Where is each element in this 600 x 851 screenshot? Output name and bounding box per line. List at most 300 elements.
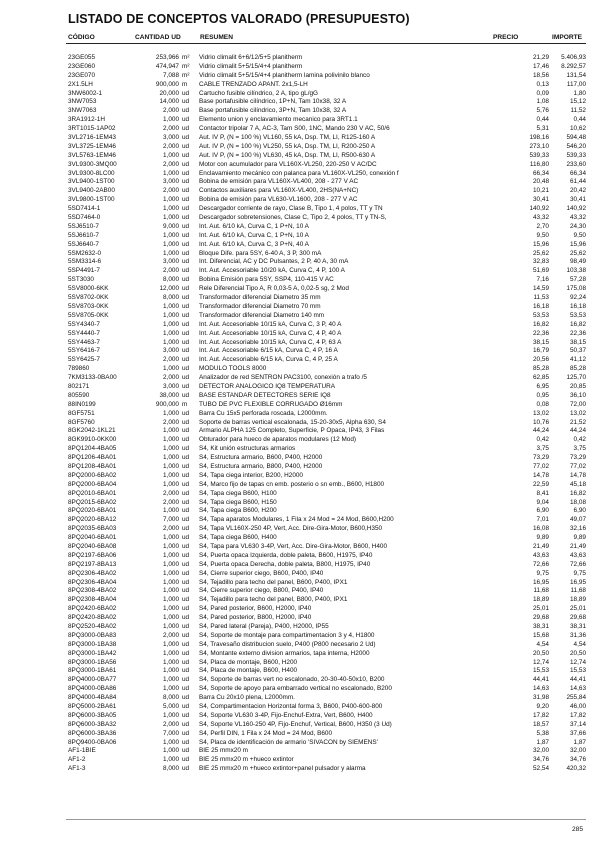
item-description: S4, Placa de montaje, B600, H200 xyxy=(199,658,298,666)
item-quantity: 1,000 xyxy=(163,738,179,746)
item-unit: ud xyxy=(182,427,190,435)
item-price: 20,50 xyxy=(533,649,549,657)
item-code: 5SY4340-7 xyxy=(68,320,100,328)
item-price: 1,08 xyxy=(536,98,549,106)
table-row xyxy=(66,285,586,294)
item-price: 73,29 xyxy=(533,454,549,462)
item-price: 10,21 xyxy=(533,187,549,195)
table-row xyxy=(66,650,586,659)
item-code: 5SV8702-0KK xyxy=(68,294,109,302)
item-price: 32,00 xyxy=(533,747,549,755)
item-import: 546,20 xyxy=(566,142,586,150)
item-unit: ud xyxy=(182,116,190,124)
item-quantity: 1,000 xyxy=(163,623,179,630)
item-code: 8PQ3000-1BA56 xyxy=(68,658,117,666)
item-price: 7,16 xyxy=(536,276,549,284)
item-description: Base portafusible cilíndrico, 3P+N, Tam 10x38, 32 A xyxy=(199,107,347,115)
item-code: 5SJ6640-7 xyxy=(68,240,99,248)
item-quantity: 1,000 xyxy=(163,462,179,470)
item-price: 6,95 xyxy=(536,382,549,390)
item-unit: ud xyxy=(182,382,190,390)
item-price: 22,59 xyxy=(533,480,549,488)
table-row xyxy=(66,676,586,685)
item-code: 8PQ6000-3BA32 xyxy=(68,720,117,728)
item-code: 5SY6416-7 xyxy=(68,347,100,355)
item-unit: ud xyxy=(182,587,190,595)
item-code: 8PQ2197-6BA06 xyxy=(68,551,117,559)
item-price: 16,18 xyxy=(533,302,549,310)
item-description: BASE ESTANDAR DETECTORES SERIE IQ8 xyxy=(199,391,331,399)
item-import: 22,36 xyxy=(570,329,586,337)
item-code: 8PQ4000-4BA84 xyxy=(68,694,117,702)
item-quantity: 1,000 xyxy=(163,747,179,755)
table-row xyxy=(66,303,586,312)
item-price: 17,46 xyxy=(533,62,549,70)
item-price: 16,08 xyxy=(533,525,549,533)
item-import: 14,63 xyxy=(570,685,586,693)
table-row xyxy=(66,267,586,276)
item-import: 85,28 xyxy=(570,365,586,373)
item-import: 53,53 xyxy=(570,311,586,319)
item-quantity: 1,000 xyxy=(163,658,179,666)
item-price: 16,82 xyxy=(533,320,549,328)
table-row xyxy=(66,161,586,170)
item-unit: ud xyxy=(182,160,190,168)
item-import: 9,50 xyxy=(573,231,586,239)
item-quantity: 1,000 xyxy=(163,560,179,568)
item-import: 29,68 xyxy=(570,614,586,622)
item-description: Int. Aut. Accesoriable 10/15 kA, Curva C, 3 P, 40 A xyxy=(199,320,342,328)
item-description: Rele Diferencial Tipo A, R 0,03-5 A, 0,02-5 sg, 2 Mod xyxy=(199,285,349,293)
item-code: 8PQ1208-4BA01 xyxy=(68,462,117,470)
item-quantity: 1,000 xyxy=(163,320,179,328)
item-price: 13,02 xyxy=(533,409,549,417)
item-price: 44,24 xyxy=(533,427,549,435)
item-price: 539,33 xyxy=(529,151,549,159)
item-unit: ud xyxy=(182,738,190,746)
table-row xyxy=(66,152,586,161)
item-code: 789860 xyxy=(68,365,90,373)
item-code: 5SV8705-0KK xyxy=(68,311,109,319)
table-row xyxy=(66,632,586,641)
item-import: 420,32 xyxy=(566,765,586,773)
table-row xyxy=(66,667,586,676)
item-code: 8PQ2020-6BA12 xyxy=(68,516,117,524)
item-quantity: 8,000 xyxy=(163,276,179,284)
item-import: 20,42 xyxy=(570,187,586,195)
table-row xyxy=(66,623,586,632)
item-code: 8PQ3000-0BA83 xyxy=(68,631,117,639)
item-description: S4, Perfil DIN, 1 Fila x 24 Mod = 24 Mod, B600 xyxy=(199,729,333,737)
item-description: Int. Aut. Accesoriable 6/15 kA, Curva C, 4 P, 16 A xyxy=(199,347,338,355)
item-description: S4, Pared posterior, B600, H2000, IP40 xyxy=(199,605,312,613)
item-unit: ud xyxy=(182,338,190,346)
table-row xyxy=(66,472,586,481)
item-import: 57,28 xyxy=(570,276,586,284)
item-code: 5SJ6510-7 xyxy=(68,222,99,230)
item-price: 18,56 xyxy=(533,71,549,79)
table-row xyxy=(66,596,586,605)
item-quantity: 1,000 xyxy=(163,116,179,124)
item-unit: ud xyxy=(182,560,190,568)
item-import: 37,66 xyxy=(570,729,586,737)
item-unit: ud xyxy=(182,285,190,293)
item-quantity: 3,000 xyxy=(163,178,179,186)
item-code: 5SM3314-6 xyxy=(68,258,102,266)
table-row xyxy=(66,294,586,303)
item-unit: ud xyxy=(182,107,190,115)
table-row xyxy=(66,276,586,285)
item-unit: ud xyxy=(182,498,190,506)
item-code: 8PQ2000-6BA02 xyxy=(68,471,117,479)
item-import: 0,44 xyxy=(573,116,586,124)
table-row xyxy=(66,374,586,383)
item-unit: ud xyxy=(182,142,190,150)
table-row xyxy=(66,214,586,223)
item-price: 14,78 xyxy=(533,471,549,479)
item-unit: ud xyxy=(182,694,190,702)
item-description: S4, Puerta opaca Derecha, doble paleta, B800, H1975, IP40 xyxy=(199,560,371,568)
item-code: 7KM3133-0BA00 xyxy=(68,374,117,382)
item-unit: ud xyxy=(182,134,190,142)
item-unit: ud xyxy=(182,391,190,399)
item-code: 3VL9400-1ST00 xyxy=(68,178,115,186)
item-unit: ud xyxy=(182,89,190,97)
item-description: S4, Soporte VL160-250 4P, Fijo-Enchuf, Vertical, B600, H350 (3 Ud) xyxy=(199,720,392,728)
item-unit: ud xyxy=(182,302,190,310)
item-import: 72,00 xyxy=(570,400,586,408)
item-code: 805590 xyxy=(68,391,90,399)
item-import: 41,12 xyxy=(570,356,586,364)
item-code: AF1-3 xyxy=(68,765,86,773)
item-price: 198,16 xyxy=(529,134,549,142)
item-price: 16,79 xyxy=(533,347,549,355)
item-description: Int. Aut. 6/10 kA, Curva C, 1 P+N, 10 A xyxy=(199,222,309,230)
item-price: 0,95 xyxy=(536,391,549,399)
item-unit: ud xyxy=(182,534,190,542)
table-row xyxy=(66,499,586,508)
table-row xyxy=(66,481,586,490)
item-code: 8PQ2420-6BA02 xyxy=(68,605,117,613)
item-description: Int. Aut. 6/10 kA, Curva C, 3 P+N, 40 A xyxy=(199,240,309,248)
item-unit: ud xyxy=(182,231,190,239)
item-import: 31,36 xyxy=(570,631,586,639)
item-code: 23GE055 xyxy=(68,54,96,61)
item-code: AF1-1BIE xyxy=(68,747,96,755)
item-code: 8GK2042-1KL21 xyxy=(68,427,116,435)
item-quantity: 2,000 xyxy=(163,418,179,426)
item-price: 62,85 xyxy=(533,374,549,382)
item-description: DETECTOR ANALOGICO IQ8 TEMPERATURA xyxy=(199,382,336,390)
item-code: 8PQ5000-2BA61 xyxy=(68,703,117,711)
item-unit: ud xyxy=(182,569,190,577)
item-import: 131,54 xyxy=(566,71,586,79)
item-price: 8,41 xyxy=(536,489,549,497)
item-unit: ud xyxy=(182,214,190,222)
item-unit: ud xyxy=(182,578,190,586)
item-import: 72,66 xyxy=(570,560,586,568)
item-description: S4, Soporte de barras vert no escalonado, 20-30-40-50x10, B200 xyxy=(199,676,385,684)
table-row xyxy=(66,463,586,472)
item-description: Vidrio climalit 5+5/15/4+4 planitherm xyxy=(199,62,303,70)
item-unit: ud xyxy=(182,98,190,106)
item-description: S4, Placa de montaje, B600, H400 xyxy=(199,667,298,675)
item-unit: ud xyxy=(182,222,190,230)
item-import: 38,31 xyxy=(570,623,586,630)
item-price: 18,57 xyxy=(533,720,549,728)
item-price: 16,95 xyxy=(533,578,549,586)
item-code: 8PQ2306-4BA04 xyxy=(68,578,117,586)
item-code: 2X1.5LH xyxy=(68,80,93,88)
item-price: 15,68 xyxy=(533,631,549,639)
table-row xyxy=(66,116,586,125)
item-unit: ud xyxy=(182,311,190,319)
item-price: 20,56 xyxy=(533,356,549,364)
item-unit: ud xyxy=(182,711,190,719)
item-quantity: 2,000 xyxy=(163,356,179,364)
item-price: 77,02 xyxy=(533,462,549,470)
item-description: Bloque Dife. para 5SY, 6-40 A, 3 P, 300 mA xyxy=(199,249,322,257)
table-row xyxy=(66,490,586,499)
item-description: S4, Tapa VL160X-250 4P, Vert, Acc. Dire-Gira-Motor, B600,H350 xyxy=(199,525,383,533)
item-quantity: 1,000 xyxy=(163,365,179,373)
item-description: BIE 25 mmx20 m xyxy=(199,747,249,755)
item-price: 44,41 xyxy=(533,676,549,684)
item-price: 9,04 xyxy=(536,498,549,506)
item-import: 44,41 xyxy=(570,676,586,684)
item-price: 21,49 xyxy=(533,542,549,550)
item-code: 3NW7053 xyxy=(68,98,97,106)
item-price: 18,89 xyxy=(533,596,549,604)
item-description: S4, Kit unión estructuras armarios xyxy=(199,445,296,453)
item-quantity: 1,000 xyxy=(163,756,179,764)
item-code: 8PQ6000-3BA36 xyxy=(68,729,117,737)
table-row xyxy=(66,187,586,196)
item-description: S4, Tejadillo para techo del panel, B800, P400, IPX1 xyxy=(199,596,348,604)
item-unit: m xyxy=(182,400,188,408)
item-price: 273,10 xyxy=(529,142,549,150)
item-unit: ud xyxy=(182,445,190,453)
item-unit: ud xyxy=(182,605,190,613)
item-unit: ud xyxy=(182,640,190,648)
item-quantity: 5,000 xyxy=(163,703,179,711)
item-price: 31,98 xyxy=(533,694,549,702)
item-unit: m xyxy=(182,80,188,88)
item-import: 4,54 xyxy=(573,640,586,648)
item-quantity: 7,088 xyxy=(163,71,179,79)
item-quantity: 2,000 xyxy=(163,107,179,115)
item-unit: ud xyxy=(182,747,190,755)
item-import: 30,41 xyxy=(570,196,586,204)
item-import: 13,02 xyxy=(570,409,586,417)
item-import: 16,82 xyxy=(570,320,586,328)
item-code: 802171 xyxy=(68,382,90,390)
item-quantity: 1,000 xyxy=(163,569,179,577)
item-code: 8PQ6000-3BA05 xyxy=(68,711,117,719)
table-row xyxy=(66,205,586,214)
item-quantity: 2,000 xyxy=(163,374,179,382)
item-unit: m² xyxy=(182,62,190,70)
item-description: Int. Diferencial, AC y DC Pulsantes, 2 P, 40 A, 30 mA xyxy=(199,258,349,266)
item-price: 7,01 xyxy=(536,516,549,524)
item-quantity: 7,000 xyxy=(163,516,179,524)
item-code: 8PQ2020-6BA01 xyxy=(68,507,117,515)
item-code: 5ST3030 xyxy=(68,276,94,284)
concept-list xyxy=(66,54,586,774)
item-price: 22,36 xyxy=(533,329,549,337)
item-price: 17,82 xyxy=(533,711,549,719)
table-row xyxy=(66,383,586,392)
item-import: 73,29 xyxy=(570,454,586,462)
item-code: 5SY4440-7 xyxy=(68,329,100,337)
item-unit: ud xyxy=(182,356,190,364)
item-price: 116,80 xyxy=(529,160,549,168)
item-code: 8PQ2010-6BA01 xyxy=(68,489,117,497)
item-code: 8PQ1204-4BA05 xyxy=(68,445,117,453)
table-row xyxy=(66,107,586,116)
item-price: 5,31 xyxy=(536,125,549,133)
item-quantity: 1,000 xyxy=(163,480,179,488)
item-description: S4, Cierre superior ciego, B800, P400, IP40 xyxy=(199,587,324,595)
item-unit: ud xyxy=(182,658,190,666)
item-unit: ud xyxy=(182,471,190,479)
table-row xyxy=(66,587,586,596)
item-unit: ud xyxy=(182,614,190,622)
item-unit: ud xyxy=(182,720,190,728)
item-description: S4, Tapa aparatos Modulares, 1 Fila x 24 Mod = 24 Mod, B600,H200 xyxy=(199,516,394,524)
item-description: CABLE TRENZADO APANT. 2x1,5-LH xyxy=(199,80,308,88)
item-price: 5,76 xyxy=(536,107,549,115)
item-import: 10,62 xyxy=(570,125,586,133)
table-row xyxy=(66,427,586,436)
item-quantity: 1,000 xyxy=(163,427,179,435)
item-import: 12,74 xyxy=(570,658,586,666)
item-price: 5,38 xyxy=(536,729,549,737)
item-unit: ud xyxy=(182,294,190,302)
item-import: 140,92 xyxy=(566,205,586,213)
item-price: 72,66 xyxy=(533,560,549,568)
item-import: 43,63 xyxy=(570,551,586,559)
item-import: 125,70 xyxy=(566,374,586,382)
item-import: 21,52 xyxy=(570,418,586,426)
item-price: 15,96 xyxy=(533,240,549,248)
item-quantity: 1,000 xyxy=(163,409,179,417)
item-code: 8PQ2520-4BA02 xyxy=(68,623,117,630)
item-quantity: 1,000 xyxy=(163,214,179,222)
table-row xyxy=(66,694,586,703)
item-import: 175,08 xyxy=(566,285,586,293)
item-code: 8PQ1206-4BA01 xyxy=(68,454,117,462)
item-code: 23GE070 xyxy=(68,71,96,79)
item-import: 49,07 xyxy=(570,516,586,524)
item-description: Cartucho fusible cilíndrico, 2 A, tipo gL/gG xyxy=(199,89,319,97)
item-unit: ud xyxy=(182,240,190,248)
item-import: 5.406,93 xyxy=(561,54,586,61)
item-price: 14,59 xyxy=(533,285,549,293)
item-quantity: 2,000 xyxy=(163,142,179,150)
item-description: S4, Pared lateral (Pareja), P400, H2000, IP55 xyxy=(199,623,329,630)
item-code: 8PQ3000-1BA38 xyxy=(68,640,117,648)
table-row xyxy=(66,401,586,410)
table-row xyxy=(66,321,586,330)
item-description: Int. Aut. Accesoriable 6/15 kA, Curva C, 4 P, 25 A xyxy=(199,356,338,364)
item-import: 0,42 xyxy=(573,436,586,444)
item-code: 8PQ2420-8BA02 xyxy=(68,614,117,622)
item-code: 5SY4463-7 xyxy=(68,338,100,346)
item-description: S4, Pared posterior, B800, H2000, IP40 xyxy=(199,614,312,622)
item-code: 8PQ2306-4BA02 xyxy=(68,569,117,577)
item-import: 18,89 xyxy=(570,596,586,604)
item-quantity: 8,000 xyxy=(163,294,179,302)
item-code: 8PQ2197-8BA13 xyxy=(68,560,117,568)
item-quantity: 1,000 xyxy=(163,614,179,622)
item-unit: ud xyxy=(182,667,190,675)
table-row xyxy=(66,605,586,614)
item-description: TUBO DE PVC FLEXIBLE CORRUGADO Ø16mm xyxy=(199,400,343,408)
item-code: 8PQ2040-6BA08 xyxy=(68,542,117,550)
item-unit: ud xyxy=(182,623,190,630)
item-description: S4, Tapa ciega B600, H150 xyxy=(199,498,277,506)
table-row xyxy=(66,312,586,321)
item-description: Int. Aut. Accesoriable 10/15 kA, Curva C, 4 P, 40 A xyxy=(199,329,342,337)
table-row xyxy=(66,534,586,543)
item-unit: ud xyxy=(182,347,190,355)
item-description: Analizador de red SENTRON PAC3100, conexión a trafo /5 xyxy=(199,374,367,382)
table-row xyxy=(66,347,586,356)
item-unit: ud xyxy=(182,409,190,417)
item-description: Motor con acumulador para VL160X-VL250, 220-250 V AC/DC xyxy=(199,160,377,168)
item-code: 3RT1015-1AP02 xyxy=(68,125,116,133)
table-row xyxy=(66,241,586,250)
item-import: 20,50 xyxy=(570,649,586,657)
item-unit: ud xyxy=(182,178,190,186)
item-quantity: 2,000 xyxy=(163,489,179,497)
item-price: 3,75 xyxy=(536,445,549,453)
item-quantity: 2,000 xyxy=(163,125,179,133)
item-import: 18,08 xyxy=(570,498,586,506)
item-quantity: 1,000 xyxy=(163,151,179,159)
item-quantity: 14,000 xyxy=(159,98,179,106)
item-price: 21,29 xyxy=(533,54,549,61)
item-import: 38,15 xyxy=(570,338,586,346)
item-description: Contactor tripolar 7 A, AC-3, Tam S00, 1NC, Mando 230 V AC, 50/6 xyxy=(199,125,390,133)
item-description: Soporte de barras vertical escalonada, 15-20-30x5, Alpha 630, S4 xyxy=(199,418,386,426)
item-description: Contactos auxiliares para VL160X-VL400, 2HS(NA+NC) xyxy=(199,187,359,195)
item-description: MODULO TOOLS 8000 xyxy=(199,365,267,373)
item-quantity: 1,000 xyxy=(163,169,179,177)
item-description: S4, Estructura armario, B800, P400, H2000 xyxy=(199,462,323,470)
item-quantity: 1,000 xyxy=(163,249,179,257)
item-description: BIE 25 mmx20 m +hueco extintor xyxy=(199,756,294,764)
item-unit: ud xyxy=(182,249,190,257)
item-code: 3NW7063 xyxy=(68,107,97,115)
item-price: 43,32 xyxy=(533,214,549,222)
item-unit: ud xyxy=(182,276,190,284)
item-price: 34,76 xyxy=(533,756,549,764)
item-price: 11,53 xyxy=(533,294,549,302)
item-description: BIE 25 mmx20 m +hueco extintor+panel pulsador y alarma xyxy=(199,765,366,773)
item-unit: ud xyxy=(182,649,190,657)
item-quantity: 474,947 xyxy=(155,62,179,70)
table-row xyxy=(66,614,586,623)
item-price: 32,83 xyxy=(533,258,549,266)
item-description: Armario ALPHA 125 Completo, Superficie, P Opaca, IP43, 3 Filas xyxy=(199,427,385,435)
item-code: 5SV8703-0KK xyxy=(68,302,109,310)
item-description: Elemento union y enclavamiento mecanico para 3RT1.1 xyxy=(199,116,358,124)
item-code: 8PQ2035-6BA03 xyxy=(68,525,117,533)
item-price: 38,31 xyxy=(533,623,549,630)
item-import: 92,24 xyxy=(570,294,586,302)
